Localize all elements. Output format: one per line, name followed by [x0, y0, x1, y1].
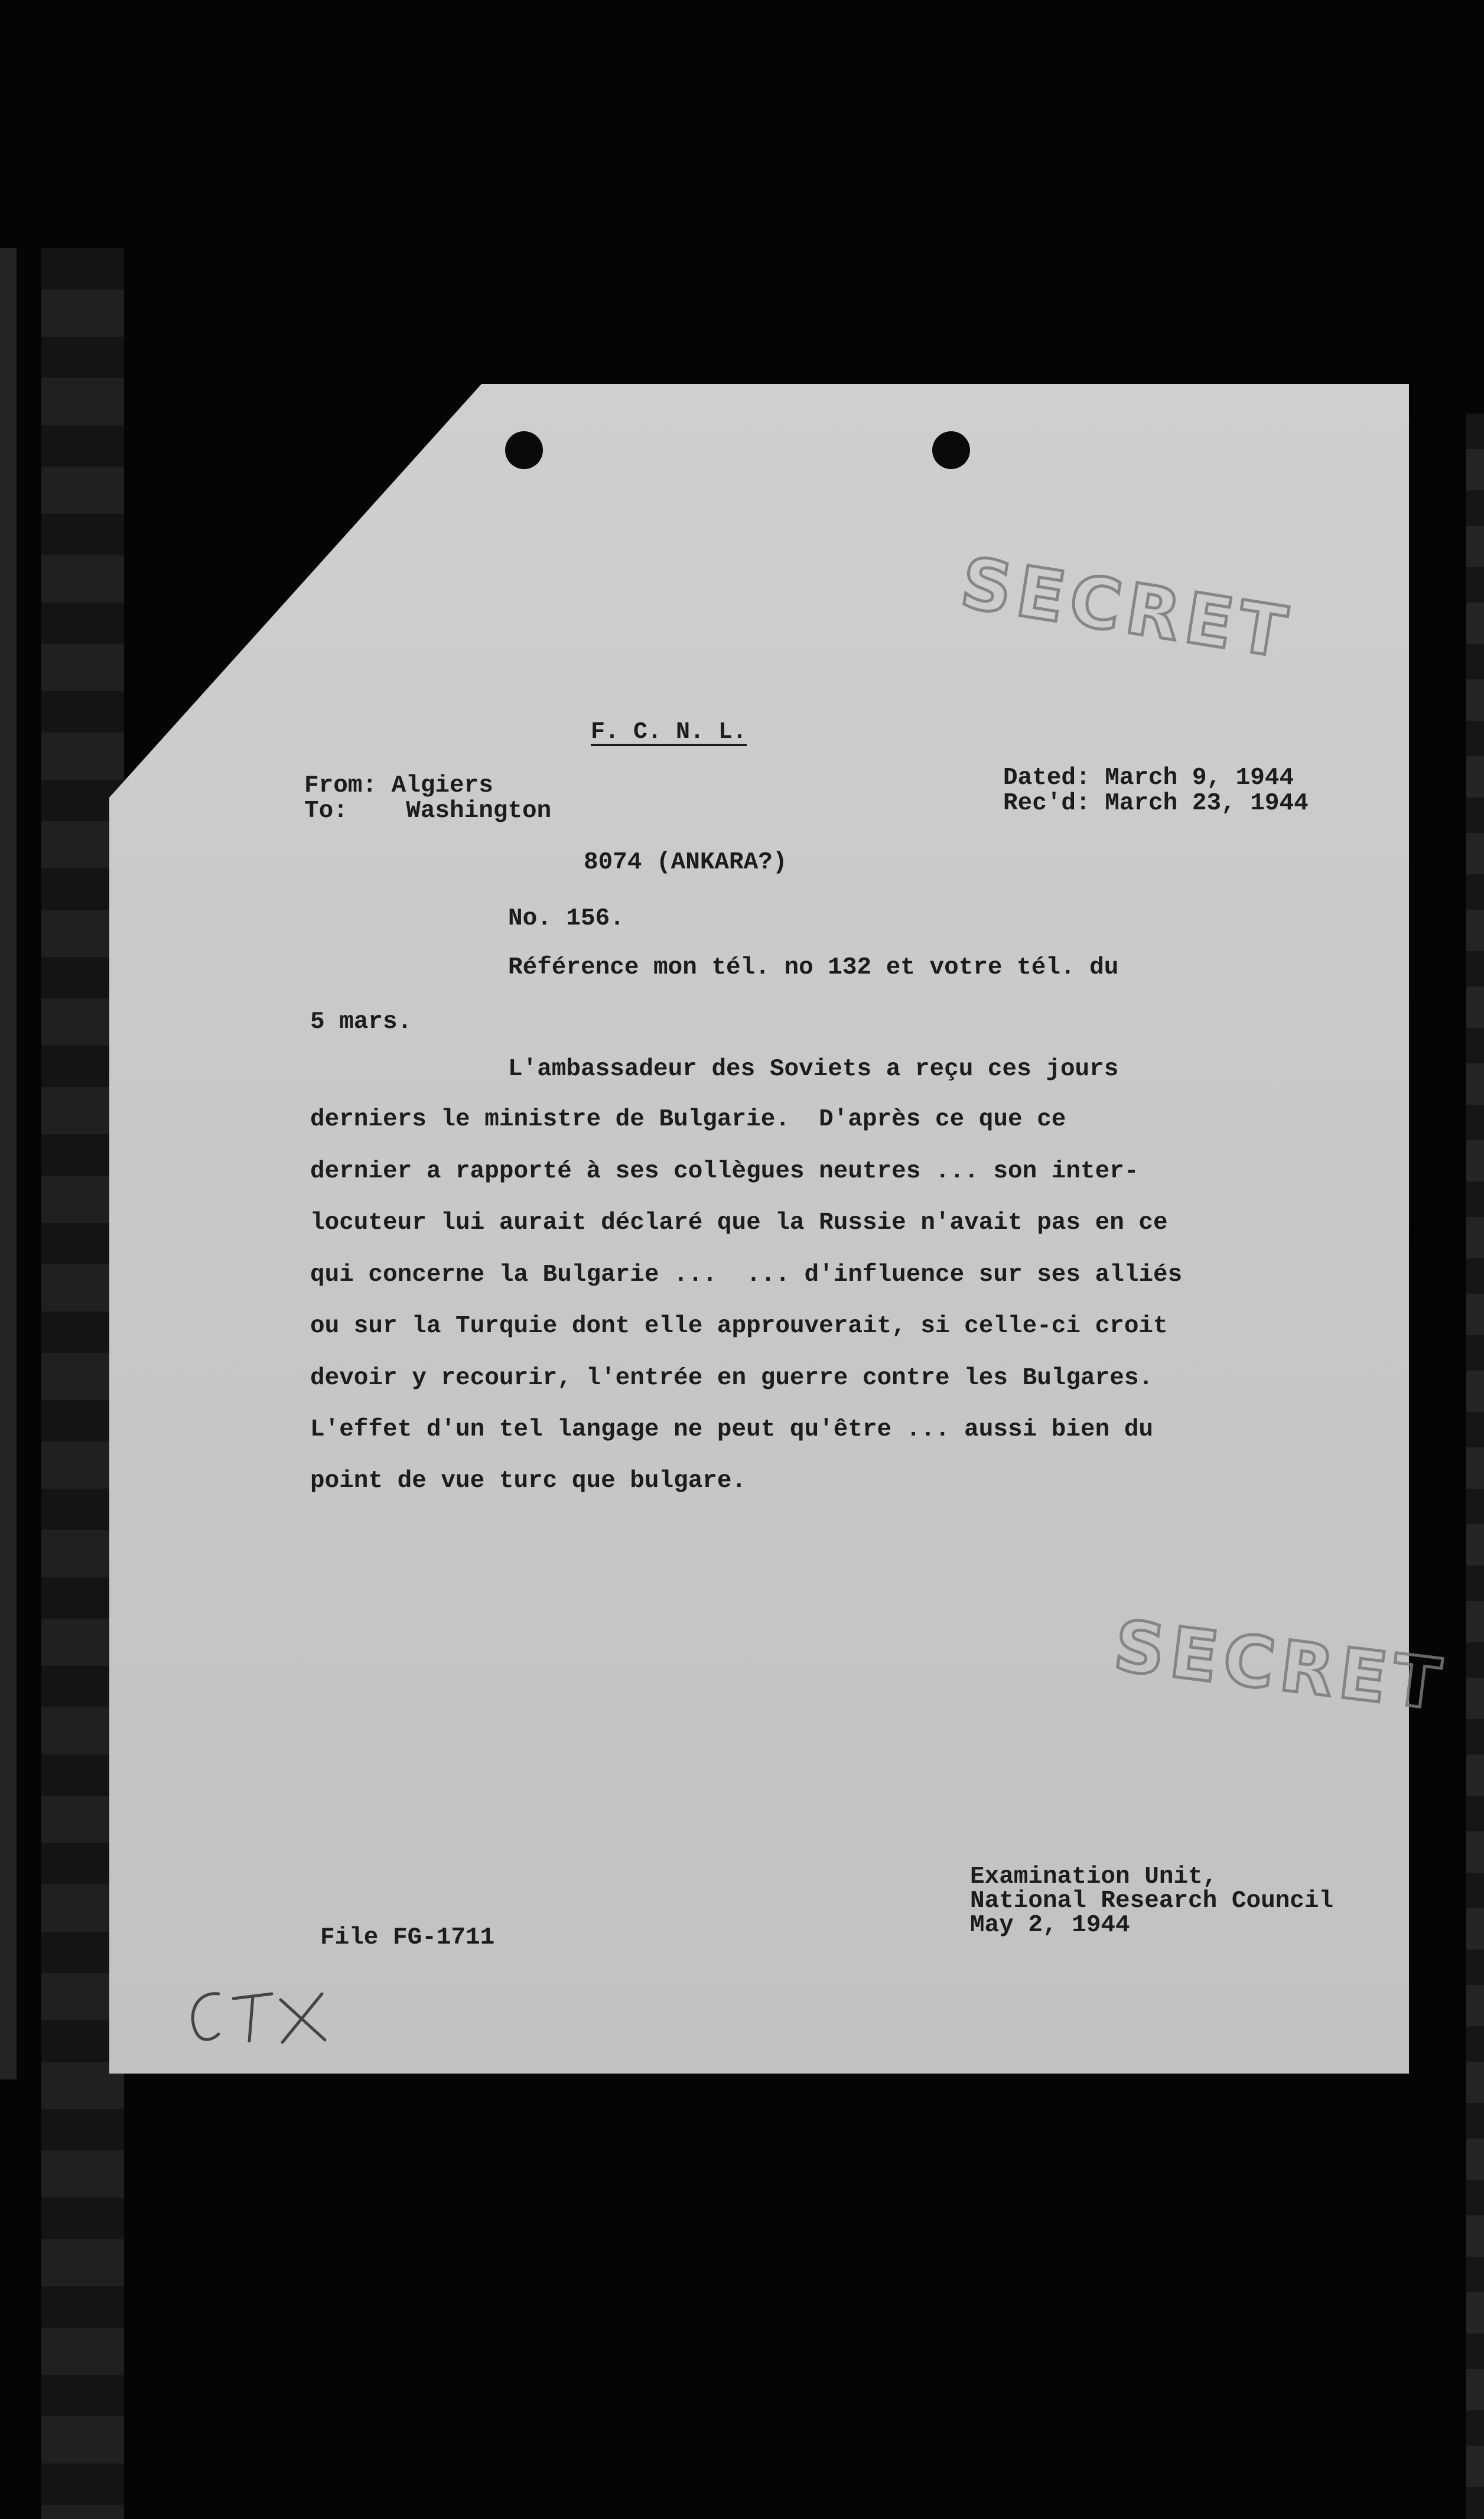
body-line: dernier a rapporté à ses collègues neutres ... son inter-	[310, 1158, 1139, 1185]
body-line: Référence mon tél. no 132 et votre tél. du	[508, 954, 1119, 981]
file-reference: File FG-1711	[320, 1924, 495, 1951]
dated-line: Dated: March 9, 1944	[1003, 764, 1294, 792]
body-line: locuteur lui aurait déclaré que la Russie n'avait pas en ce	[310, 1209, 1168, 1236]
body-line: 5 mars.	[310, 1008, 412, 1036]
footer-line: National Research Council	[970, 1887, 1334, 1915]
punch-hole-right	[932, 431, 970, 469]
secret-stamp-bottom: SECRET	[1109, 1605, 1451, 1726]
received-line: Rec'd: March 23, 1944	[1003, 790, 1309, 817]
footer-line: May 2, 1944	[970, 1912, 1130, 1939]
body-line: L'effet d'un tel langage ne peut qu'être ... aussi bien du	[310, 1416, 1154, 1443]
body-line: qui concerne la Bulgarie ... ... d'influence sur ses alliés	[310, 1261, 1183, 1288]
handwritten-initials	[183, 1976, 337, 2053]
to-line: To: Washington	[304, 798, 552, 825]
routing-number: 8074 (ANKARA?)	[584, 849, 787, 876]
body-line: derniers le ministre de Bulgarie. D'après ce que ce	[310, 1106, 1066, 1133]
body-line: L'ambassadeur des Soviets a reçu ces jours	[508, 1056, 1119, 1083]
from-line: From: Algiers	[304, 772, 493, 799]
film-strip-right	[1466, 414, 1484, 2519]
footer-line: Examination Unit,	[970, 1863, 1218, 1890]
message-number: No. 156.	[508, 905, 624, 932]
film-edge-left	[0, 248, 17, 2079]
secret-stamp-top: SECRET	[955, 541, 1298, 675]
body-line: ou sur la Turquie dont elle approuverait, si celle-ci croit	[310, 1313, 1168, 1340]
punch-hole-left	[505, 431, 543, 469]
body-line: point de vue turc que bulgare.	[310, 1467, 747, 1495]
document-header: F. C. N. L.	[591, 719, 747, 746]
body-line: devoir y recourir, l'entrée en guerre contre les Bulgares.	[310, 1365, 1154, 1392]
